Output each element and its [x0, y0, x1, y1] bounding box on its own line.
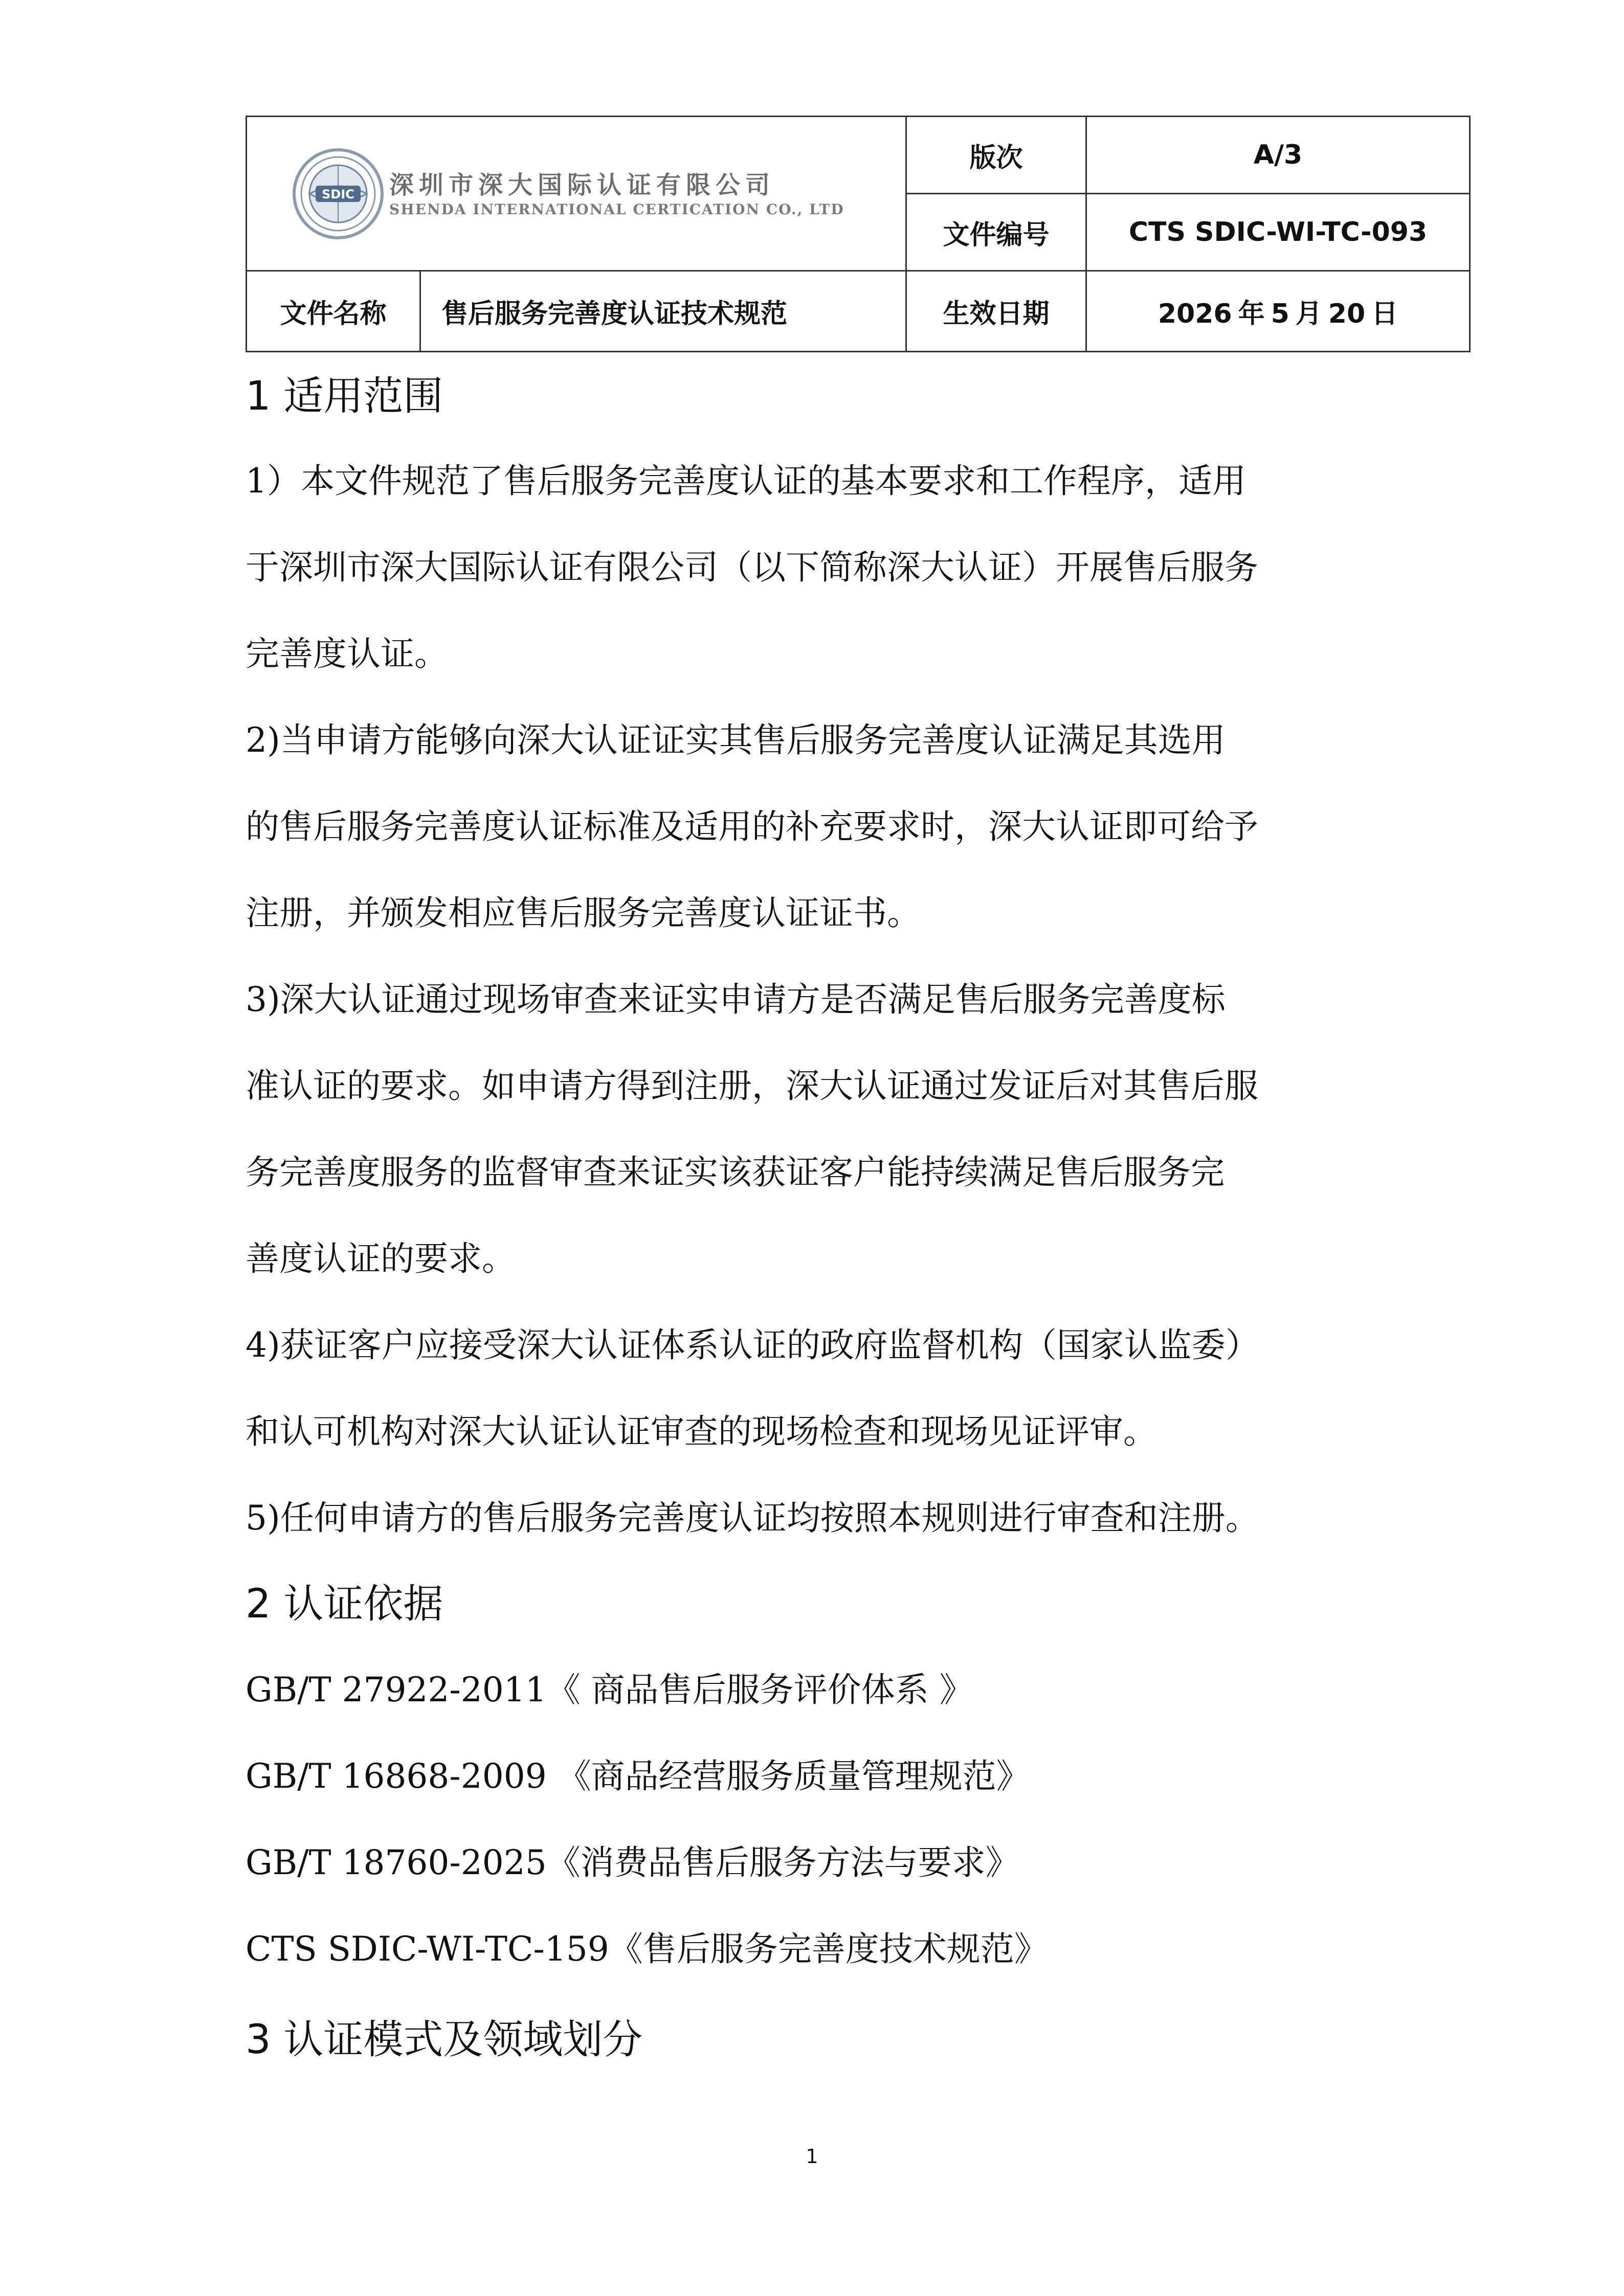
- standard-reference: GB/T 27922-2011《 商品售后服务评价体系 》: [246, 1670, 973, 1709]
- doc-name-label: 文件名称: [247, 271, 420, 352]
- body-line: 善度认证的要求。: [246, 1239, 516, 1278]
- effective-date-value: [1086, 271, 1470, 352]
- seal-text: SDIC: [322, 187, 354, 201]
- body-line: 4)获证客户应接受深大认证体系认证的政府监督机构（国家认监委）: [246, 1325, 1259, 1365]
- doc-name-value: 售后服务完善度认证技术规范: [420, 271, 906, 352]
- doc-number-label: 文件编号: [906, 194, 1086, 271]
- body-line: 2)当申请方能够向深大认证证实其售后服务完善度认证满足其选用: [246, 721, 1226, 760]
- company-name-cn: 深圳市深大国际认证有限公司: [389, 170, 775, 199]
- body-line: 的售后服务完善度认证标准及适用的补充要求时，深大认证即可给予: [246, 807, 1258, 846]
- body-line: 1）本文件规范了售后服务完善度认证的基本要求和工作程序，适用: [246, 461, 1246, 501]
- company-logo-cell: [247, 117, 906, 271]
- company-logo: [247, 118, 907, 269]
- effective-month-unit: 月: [1295, 299, 1322, 329]
- effective-year-unit: 年: [1238, 299, 1265, 329]
- body-line: 务完善度服务的监督审查来证实该获证客户能持续满足售后服务完: [246, 1153, 1225, 1192]
- body-line: 注册，并颁发相应售后服务完善度认证证书。: [246, 893, 921, 933]
- doc-number-value: CTS SDIC-WI-TC-093: [1086, 194, 1470, 271]
- body-line: 5)任何申请方的售后服务完善度认证均按照本规则进行审查和注册。: [246, 1498, 1259, 1538]
- body-line: 准认证的要求。如申请方得到注册，深大认证通过发证后对其售后服: [246, 1066, 1258, 1106]
- effective-date-label: 生效日期: [906, 271, 1086, 352]
- version-label: 版次: [906, 117, 1086, 194]
- document-header-table: [246, 116, 1471, 352]
- effective-day-unit: 日: [1371, 299, 1398, 329]
- standard-reference: GB/T 18760-2025《消费品售后服务方法与要求》: [246, 1843, 1019, 1882]
- body-line: 完善度认证。: [246, 634, 448, 673]
- section-heading-basis: 2 认证依据: [246, 1581, 443, 1627]
- effective-day: 20: [1328, 299, 1366, 329]
- version-value: A/3: [1086, 117, 1470, 194]
- section-heading-mode: 3 认证模式及领域划分: [246, 2017, 643, 2063]
- standard-reference: GB/T 16868-2009 《商品经营服务质量管理规范》: [246, 1757, 1030, 1796]
- effective-month: 5: [1271, 299, 1289, 329]
- standard-reference: CTS SDIC-WI-TC-159《售后服务完善度技术规范》: [246, 1929, 1048, 1969]
- section-heading-scope: 1 适用范围: [246, 373, 443, 419]
- company-seal-icon: [292, 148, 384, 240]
- page-number: 1: [806, 2145, 818, 2168]
- body-line: 和认可机构对深大认证认证审查的现场检查和现场见证评审。: [246, 1412, 1157, 1451]
- effective-year: 2026: [1158, 299, 1232, 329]
- body-line: 于深圳市深大国际认证有限公司（以下简称深大认证）开展售后服务: [246, 548, 1258, 587]
- company-name-en: SHENDA INTERNATIONAL CERTICATION CO., LTD: [389, 200, 844, 218]
- body-line: 3)深大认证通过现场审查来证实申请方是否满足售后服务完善度标: [246, 980, 1226, 1019]
